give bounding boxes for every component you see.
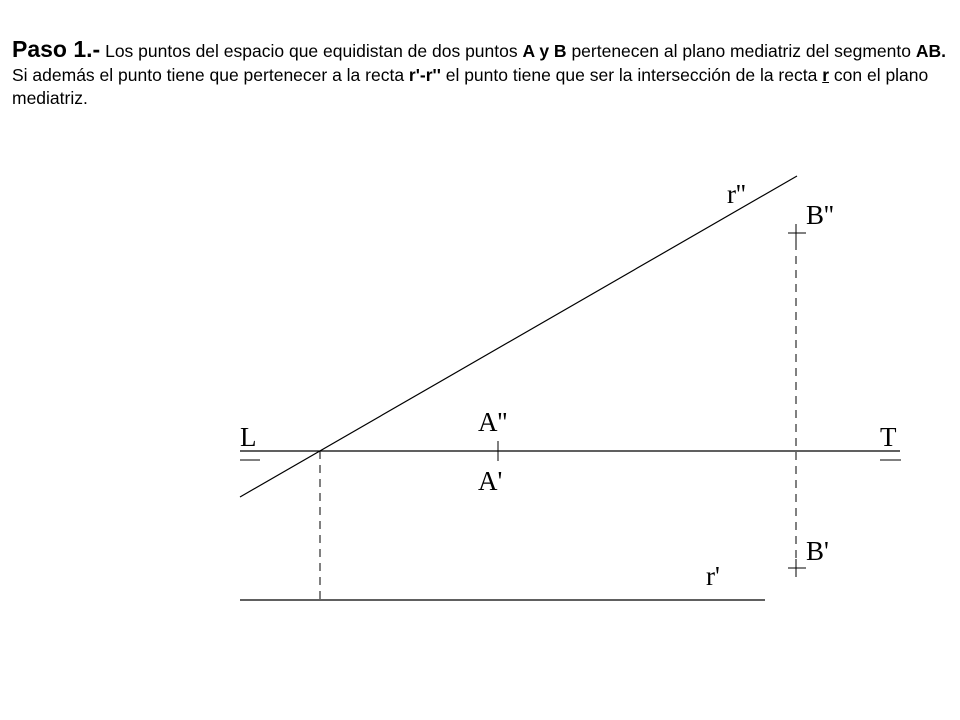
label-a-horizontal: A' bbox=[478, 466, 503, 496]
caption-text-2: pertenecen al plano mediatriz del segmento bbox=[566, 41, 916, 61]
label-a-frontal: A'' bbox=[478, 407, 508, 437]
label-r-frontal: r'' bbox=[727, 179, 746, 209]
caption-bold-ab: A y B bbox=[522, 41, 567, 61]
step-title: Paso 1.- bbox=[12, 36, 101, 62]
label-t: T bbox=[880, 422, 897, 452]
line-r-frontal bbox=[240, 176, 797, 497]
caption-bold-line: r'-r'' bbox=[408, 65, 441, 86]
caption-bold-segment: AB. bbox=[915, 41, 946, 61]
label-r-horizontal: r' bbox=[706, 561, 720, 591]
label-b-frontal: B'' bbox=[806, 200, 834, 230]
caption-text-5: con el plano mediatriz. bbox=[12, 65, 929, 109]
label-b-horizontal: B' bbox=[806, 536, 829, 566]
caption-text-1: Los puntos del espacio que equidistan de dos puntos bbox=[100, 41, 523, 61]
label-l: L bbox=[240, 422, 257, 452]
caption-text-3: Si además el punto tiene que pertenecer a la recta bbox=[12, 65, 409, 86]
caption-underlined-r: r bbox=[822, 65, 830, 86]
caption-text-4: el punto tiene que ser la intersección de la recta bbox=[440, 65, 823, 86]
